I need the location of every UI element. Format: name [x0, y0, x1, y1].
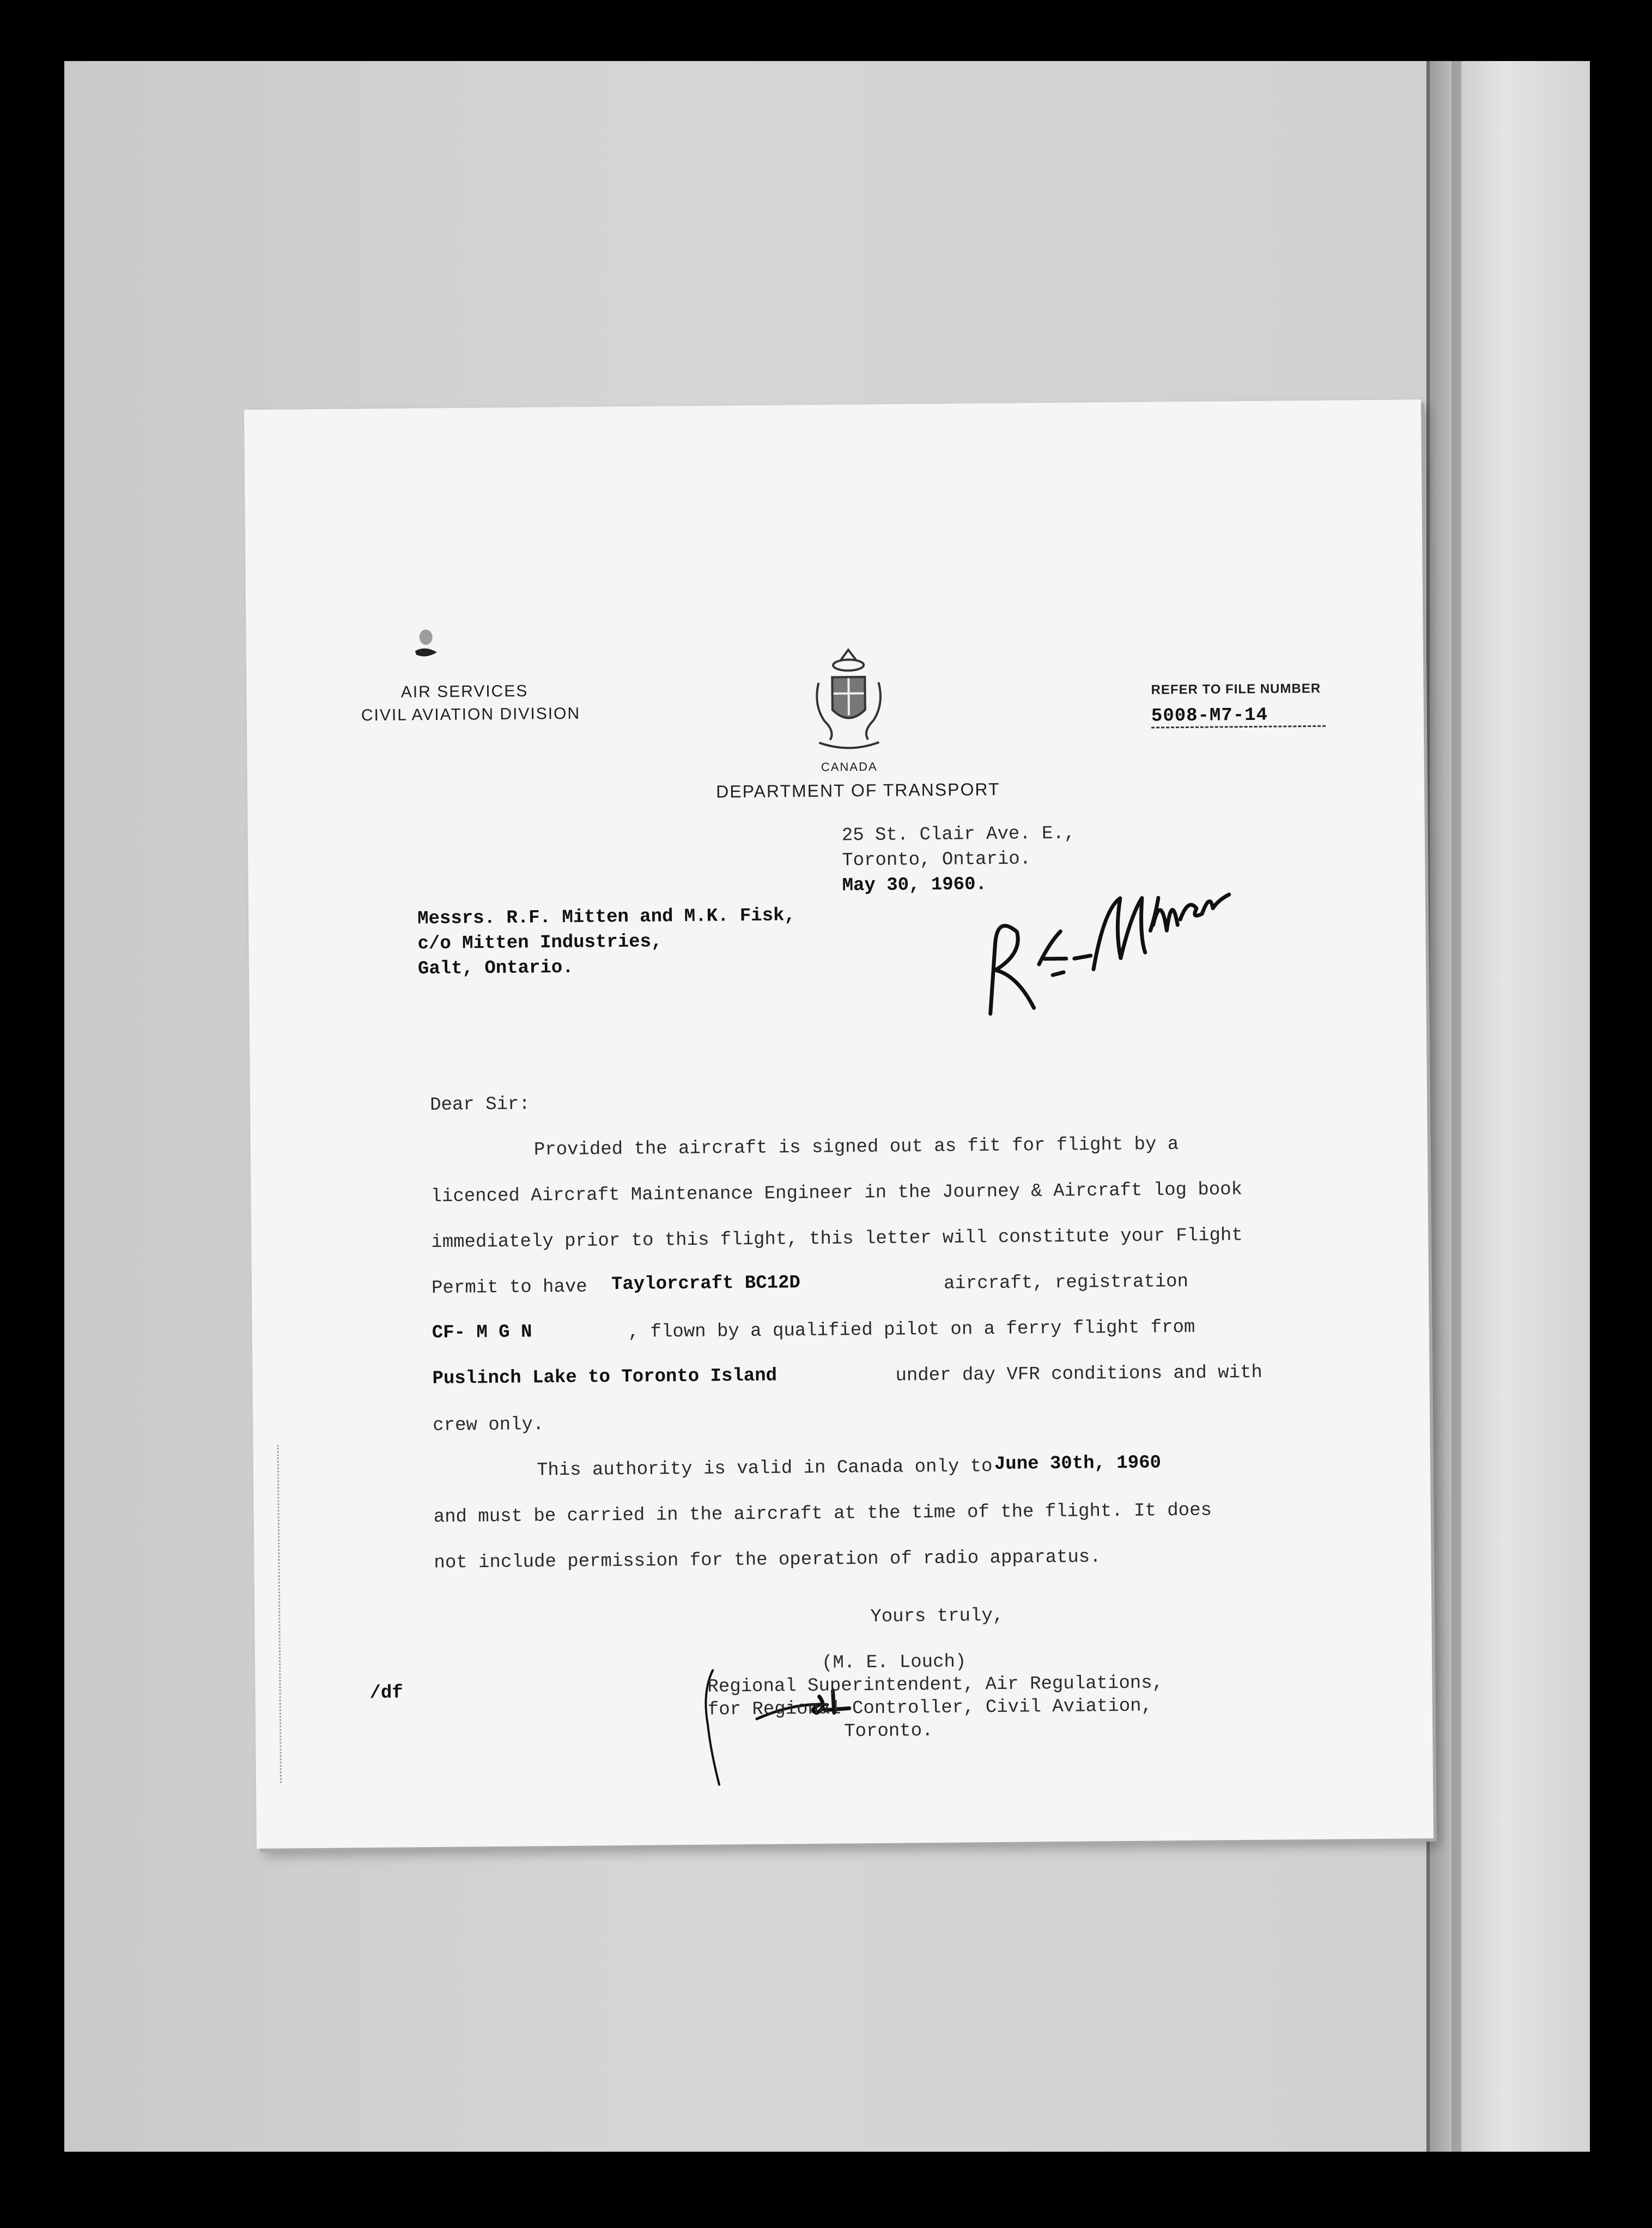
- body-paragraph1-line4-start: Permit to have: [431, 1276, 587, 1299]
- rf-mitten-signature: [956, 848, 1241, 1031]
- body-paragraph2-line2: and must be carried in the aircraft at the time of the flight. It does: [433, 1500, 1212, 1528]
- body-paragraph1-line4-end: aircraft, registration: [943, 1271, 1189, 1294]
- aircraft-type: Taylorcraft BC12D: [611, 1273, 801, 1295]
- recipient-names: Messrs. R.F. Mitten and M.K. Fisk,: [417, 905, 796, 930]
- body-paragraph1-line2: licenced Aircraft Maintenance Engineer in the Journey & Aircraft log book: [430, 1179, 1243, 1208]
- letterhead-country: CANADA: [821, 759, 878, 774]
- letterhead-division: [361, 680, 581, 727]
- letterhead-civil-aviation: CIVIL AVIATION DIVISION: [361, 704, 581, 725]
- body-paragraph1-line1: Provided the aircraft is signed out as fit for flight by a: [533, 1134, 1179, 1161]
- file-number: 5008-M7-14: [1151, 705, 1326, 729]
- sender-city: Toronto, Ontario.: [842, 849, 1031, 871]
- body-paragraph2-line1-start: This authority is valid in Canada only to: [536, 1456, 993, 1481]
- sender-street: 25 St. Clair Ave. E.,: [841, 823, 1076, 846]
- letterhead-air-services: AIR SERVICES: [400, 682, 529, 701]
- valediction: Yours truly,: [870, 1605, 1004, 1628]
- background-board: [1426, 61, 1590, 2152]
- body-paragraph1-line7: crew only.: [433, 1414, 544, 1437]
- signatory-location: Toronto.: [844, 1721, 933, 1742]
- perforation: [277, 1445, 284, 1783]
- body-paragraph1-line5: , flown by a qualified pilot on a ferry flight from: [628, 1317, 1195, 1343]
- photo-frame: [64, 61, 1590, 2152]
- flight-route: Puslinch Lake to Toronto Island: [432, 1365, 778, 1390]
- body-paragraph1-line3: immediately prior to this flight, this letter will constitute your Flight: [431, 1225, 1243, 1254]
- typist-initials: /df: [369, 1682, 403, 1704]
- signatory-title: Regional Superintendent, Air Regulations,: [707, 1673, 1164, 1698]
- letter-page: [244, 399, 1434, 1849]
- body-paragraph1-line6: under day VFR conditions and with: [895, 1362, 1262, 1387]
- canada-coat-of-arms-icon: [802, 644, 896, 754]
- recipient-city: Galt, Ontario.: [417, 957, 574, 980]
- salutation: Dear Sir:: [429, 1094, 530, 1116]
- board-edge: [1451, 61, 1461, 2152]
- validity-date: June 30th, 1960: [994, 1452, 1162, 1475]
- body-paragraph2-line3: not include permission for the operation of radio apparatus.: [434, 1547, 1101, 1574]
- letter-date: May 30, 1960.: [842, 874, 987, 897]
- recipient-company: c/o Mitten Industries,: [417, 931, 663, 955]
- letterhead-department: DEPARTMENT OF TRANSPORT: [715, 779, 1000, 802]
- ink-smudge: [409, 626, 442, 665]
- signatory-for: for Regional Controller, Civil Aviation,: [707, 1696, 1153, 1721]
- aircraft-registration: CF- M G N: [432, 1322, 532, 1344]
- signatory-name: (M. E. Louch): [821, 1651, 967, 1674]
- file-reference-label: REFER TO FILE NUMBER: [1151, 681, 1321, 698]
